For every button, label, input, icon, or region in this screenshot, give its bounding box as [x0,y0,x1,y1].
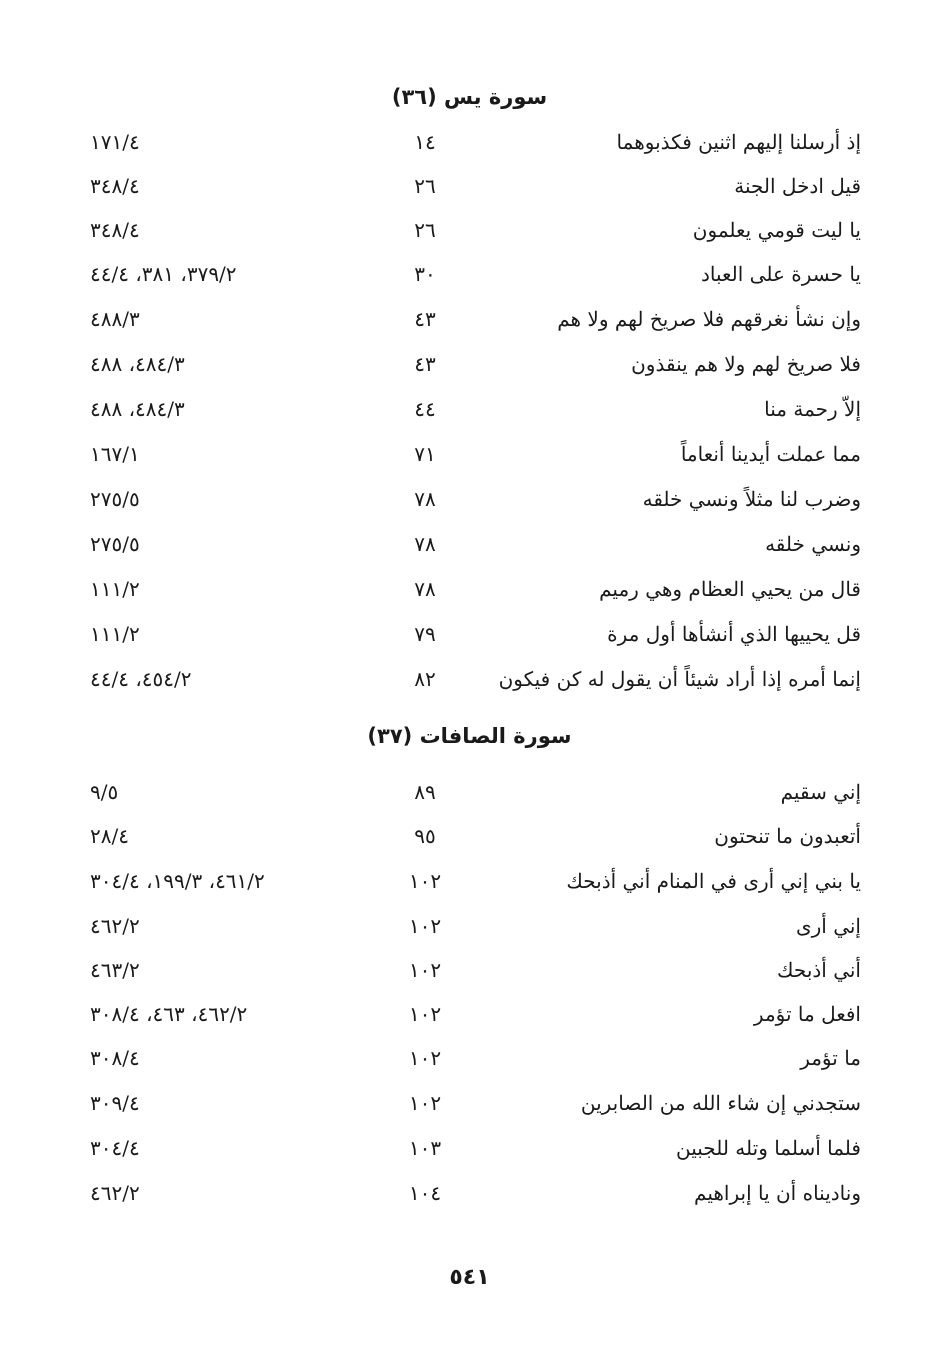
verse-text: إني سقيم [780,780,861,804]
page-reference: ٣٧٩/٢، ٣٨١، ٤٤/٤ [90,262,237,286]
page-reference: ٣٠٩/٤ [90,1091,140,1115]
page-reference: ٩/٥ [90,780,119,804]
verse-text: يا بني إني أرى في المنام أني أذبحك [566,869,861,893]
page-reference: ٤٨٤/٣، ٤٨٨ [90,352,185,376]
verse-text: فلما أسلما وتله للجبين [676,1136,861,1160]
verse-number: ١٠٢ [408,1002,442,1026]
page-reference: ١١١/٢ [90,577,140,601]
verse-text: فلا صريخ لهم ولا هم ينقذون [631,352,861,376]
verse-text: قيل ادخل الجنة [734,174,861,198]
page-reference: ٢٧٥/٥ [90,532,140,556]
page-reference: ٤٦٣/٢ [90,958,140,982]
verse-number: ٨٢ [414,667,436,691]
page-reference: ٤٦١/٢، ١٩٩/٣، ٣٠٤/٤ [90,869,265,893]
page-reference: ٤٦٢/٢ [90,1181,140,1205]
verse-number: ٧٨ [414,577,436,601]
page-reference: ٤٨٤/٣، ٤٨٨ [90,397,185,421]
page-reference: ٣٠٨/٤ [90,1046,140,1070]
verse-text: إذ أرسلنا إليهم اثنين فكذبوهما [616,130,861,154]
verse-text: ستجدني إن شاء الله من الصابرين [580,1091,861,1115]
index-row [0,1036,939,1080]
verse-number: ١٠٢ [408,1046,442,1070]
verse-text: وإن نشأ نغرقهم فلا صريخ لهم ولا هم [557,307,861,331]
verse-number: ١٠٢ [408,914,442,938]
verse-number: ٧٨ [414,487,436,511]
verse-number: ٤٣ [414,352,436,376]
verse-number: ٩٥ [414,824,436,848]
verse-number: ١٠٣ [408,1136,442,1160]
page-reference: ٤٥٤/٢، ٤٤/٤ [90,667,192,691]
verse-number: ٨٩ [414,780,436,804]
verse-number: ١٠٢ [408,1091,442,1115]
verse-text: مما عملت أيدينا أنعاماً [680,442,861,466]
index-row [0,1081,939,1125]
page-reference: ١٧١/٤ [90,130,140,154]
verse-text: يا حسرة على العباد [700,262,861,286]
page-reference: ٣٤٨/٤ [90,174,140,198]
verse-number: ١٤ [414,130,436,154]
index-row [0,297,939,341]
index-row [0,387,939,431]
index-row [0,1171,939,1215]
verse-number: ٧١ [414,442,436,466]
index-row [0,477,939,521]
page-reference: ٤٦٢/٢، ٤٦٣، ٣٠٨/٤ [90,1002,248,1026]
index-row [0,814,939,858]
verse-number: ٢٦ [414,218,436,242]
page-reference: ١١١/٢ [90,622,140,646]
page-reference: ٣٠٤/٤ [90,1136,140,1160]
page-reference: ٣٤٨/٤ [90,218,140,242]
verse-text: وناديناه أن يا إبراهيم [694,1181,861,1205]
page-reference: ٤٦٢/٢ [90,914,140,938]
index-row [0,770,939,814]
verse-number: ٤٣ [414,307,436,331]
index-row [0,904,939,948]
index-row [0,1126,939,1170]
index-row [0,432,939,476]
verse-text: ونسي خلقه [765,532,861,556]
verse-text: ما تؤمر [800,1046,861,1070]
index-row [0,612,939,656]
verse-text: يا ليت قومي يعلمون [692,218,861,242]
page-reference: ٢٨/٤ [90,824,129,848]
page-reference: ١٦٧/١ [90,442,140,466]
index-row [0,208,939,252]
index-row [0,120,939,164]
verse-text: قل يحييها الذي أنشأها أول مرة [607,622,861,646]
index-row [0,342,939,386]
verse-number: ١٠٢ [408,958,442,982]
page-number: ٥٤١ [449,1265,490,1290]
verse-text: وضرب لنا مثلاً ونسي خلقه [642,487,861,511]
verse-number: ٢٦ [414,174,436,198]
verse-text: أني أذبحك [777,958,861,982]
page-reference: ٢٧٥/٥ [90,487,140,511]
verse-number: ٣٠ [414,262,436,286]
index-row [0,992,939,1036]
index-row [0,522,939,566]
section-title-yasin: سورة يس (٣٦) [391,85,548,109]
index-row [0,657,939,701]
verse-number: ٧٩ [414,622,436,646]
verse-text: افعل ما تؤمر [753,1002,861,1026]
verse-text: إني أرى [795,914,861,938]
verse-text: إلاّ رحمة منا [764,397,861,421]
index-row [0,252,939,296]
verse-number: ١٠٤ [408,1181,442,1205]
verse-text: قال من يحيي العظام وهي رميم [599,577,861,601]
section-title-assaffat: سورة الصافات (٣٧) [367,724,572,748]
index-row [0,859,939,903]
index-row [0,567,939,611]
verse-text: إنما أمره إذا أراد شيئاً أن يقول له كن فيكون [498,667,861,691]
page-reference: ٤٨٨/٣ [90,307,140,331]
verse-number: ٤٤ [414,397,436,421]
verse-number: ١٠٢ [408,869,442,893]
index-row [0,164,939,208]
verse-text: أتعبدون ما تنحتون [714,824,861,848]
verse-number: ٧٨ [414,532,436,556]
index-row [0,948,939,992]
